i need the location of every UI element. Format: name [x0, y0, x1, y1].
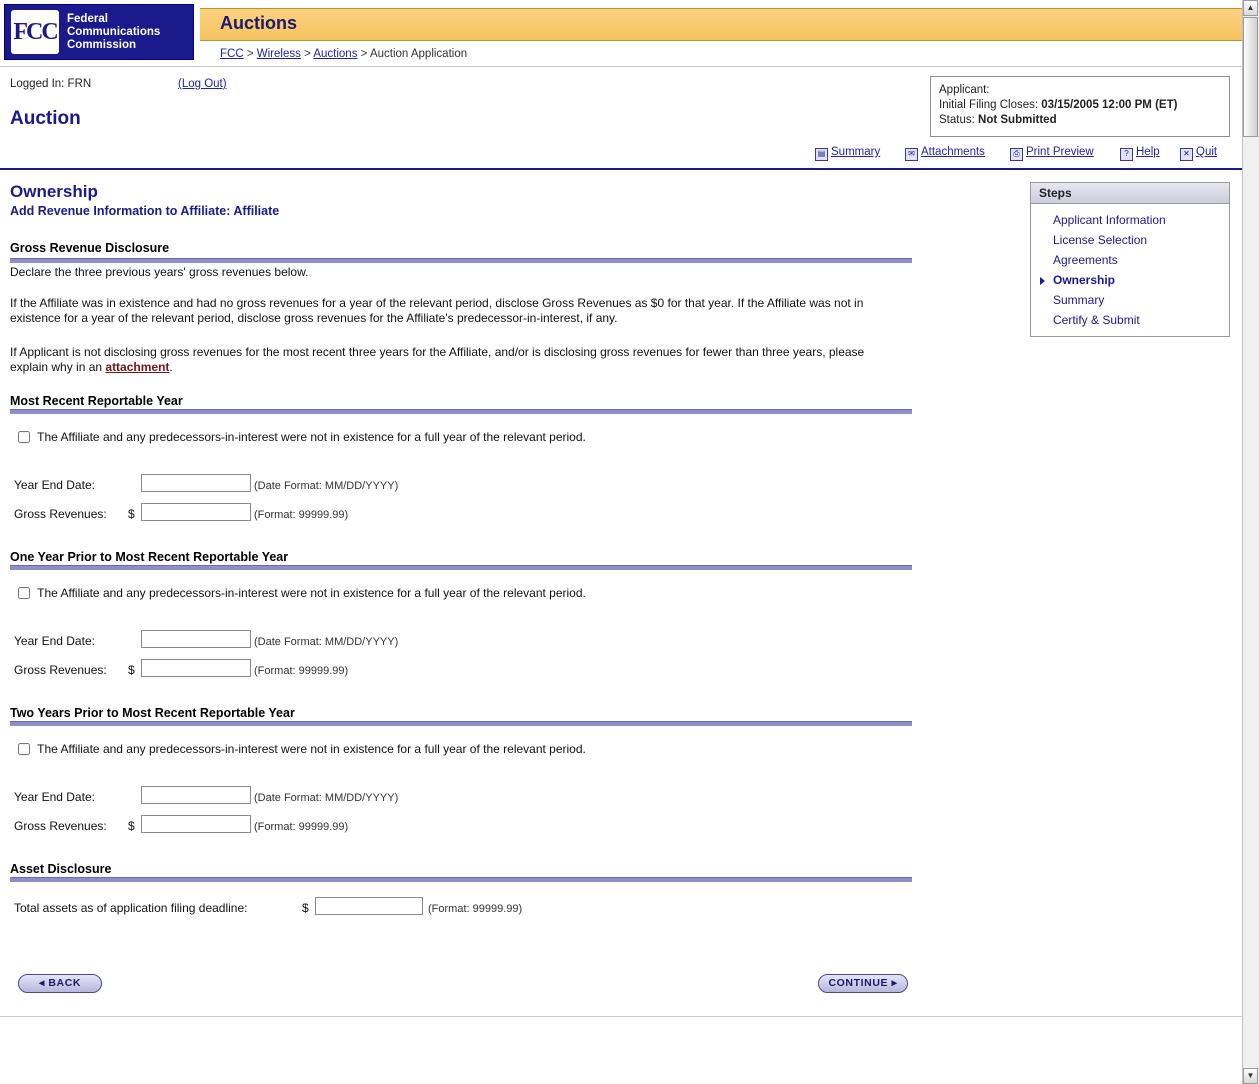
block-2-heading: One Year Prior to Most Recent Reportable Year	[10, 550, 289, 564]
block-1-gross-rev-label: Gross Revenues:	[14, 507, 107, 521]
step-item-summary[interactable]: Summary	[1053, 293, 1105, 307]
page-header	[0, 0, 1243, 51]
fcc-logo	[4, 4, 194, 60]
utility-links	[0, 146, 1243, 166]
asset-disclosure-heading: Asset Disclosure	[10, 862, 112, 876]
initial-filing-label: Initial Filing Closes:	[939, 99, 1039, 111]
utility-divider	[0, 168, 1243, 170]
breadcrumb-link-wireless[interactable]: Wireless	[256, 48, 301, 60]
breadcrumb	[220, 48, 467, 60]
block-2-year-end-label: Year End Date:	[14, 634, 95, 648]
steps-panel	[1030, 182, 1230, 337]
agency-name-line2: Communications	[67, 25, 161, 38]
block-3-date-hint: (Date Format: MM/DD/YYYY)	[254, 792, 399, 804]
agency-name-line3: Commission	[67, 38, 137, 51]
block-2-not-in-existence-checkbox[interactable]	[18, 587, 30, 599]
utility-link-attachments[interactable]	[905, 146, 985, 161]
utility-link-print-preview-label[interactable]: Print Preview	[1026, 146, 1094, 158]
breadcrumb-link-fcc[interactable]: FCC	[220, 48, 244, 60]
breadcrumb-current: Auction Application	[369, 48, 468, 60]
block-3-gross-rev-input[interactable]	[141, 815, 251, 833]
block-2-year-end-input[interactable]	[141, 630, 251, 648]
block-3-heading: Two Years Prior to Most Recent Reportable Year	[10, 706, 295, 720]
quit-icon: ✕	[1180, 148, 1193, 161]
logged-in-label: Logged In: FRN	[10, 78, 92, 90]
fcc-seal-icon: FCC	[11, 10, 59, 54]
block-2-dollar-sign: $	[128, 663, 135, 677]
agency-name-line1: Federal	[67, 12, 108, 25]
scroll-up-icon[interactable]: ▲	[1243, 0, 1258, 16]
help-icon: ?	[1120, 148, 1133, 161]
gross-revenue-rule	[10, 258, 912, 263]
step-item-license-selection[interactable]: License Selection	[1053, 233, 1148, 247]
gross-revenue-heading: Gross Revenue Disclosure	[10, 241, 170, 255]
utility-link-quit-label[interactable]: Quit	[1196, 146, 1218, 158]
paragraph-declare: Declare the three previous years' gross revenues below.	[10, 265, 309, 279]
status-label: Status:	[939, 114, 975, 126]
utility-link-attachments-label[interactable]: Attachments	[921, 146, 985, 158]
block-1-rule	[10, 409, 912, 414]
block-3-rule	[10, 721, 912, 726]
utility-link-summary[interactable]	[815, 146, 880, 161]
footer-divider	[0, 1016, 1243, 1017]
logout-link[interactable]: (Log Out)	[178, 78, 227, 90]
attachment-link[interactable]: attachment	[105, 360, 170, 374]
utility-link-print-preview[interactable]	[1010, 146, 1094, 161]
steps-list	[1031, 204, 1229, 336]
paragraph-attachment	[10, 345, 900, 375]
agency-name	[67, 13, 160, 52]
block-3-not-in-existence-label: The Affiliate and any predecessors-in-interest were not in existence for a full year of the relevant period.	[37, 742, 586, 756]
content-title: Ownership	[10, 182, 98, 201]
initial-filing-value: 03/15/2005 12:00 PM (ET)	[1041, 99, 1178, 111]
block-1-dollar-sign: $	[128, 507, 135, 521]
block-1-gross-rev-input[interactable]	[141, 503, 251, 521]
block-1-year-end-label: Year End Date:	[14, 478, 95, 492]
block-1-not-in-existence-checkbox[interactable]	[18, 431, 30, 443]
breadcrumb-sep-2: >	[304, 48, 311, 60]
continue-button[interactable]: CONTINUE ▸	[818, 974, 908, 993]
asset-disclosure-rule	[10, 877, 912, 882]
paragraph-attachment-before: If Applicant is not disclosing gross revenues for the most recent three years for the Affiliate, and/or is disclosing gross revenues for fewer than three years, please explain why in an	[10, 345, 865, 374]
scrollbar-thumb[interactable]	[1243, 17, 1258, 137]
auctions-banner	[200, 8, 1243, 41]
block-2-money-hint: (Format: 99999.99)	[254, 665, 349, 677]
breadcrumb-sep-1: >	[246, 48, 254, 60]
status-badge: Not Submitted	[978, 114, 1057, 126]
paragraph-attachment-after: .	[169, 360, 173, 374]
breadcrumb-sep-3: >	[360, 48, 368, 60]
back-button[interactable]: ◂ BACK	[18, 974, 102, 993]
logout-link-wrap	[178, 78, 227, 90]
print-icon: ⎙	[1010, 148, 1023, 161]
page-title: Auction	[10, 108, 81, 129]
step-item-ownership[interactable]: Ownership	[1031, 270, 1229, 290]
utility-link-help[interactable]	[1120, 146, 1160, 161]
asset-total-input[interactable]	[315, 897, 423, 915]
step-item-certify-submit[interactable]: Certify & Submit	[1053, 313, 1140, 327]
asset-money-hint: (Format: 99999.99)	[428, 903, 523, 915]
block-1-money-hint: (Format: 99999.99)	[254, 509, 349, 521]
block-3-not-in-existence-row[interactable]	[18, 742, 586, 756]
block-3-year-end-input[interactable]	[141, 786, 251, 804]
block-3-year-end-label: Year End Date:	[14, 790, 95, 804]
block-1-not-in-existence-label: The Affiliate and any predecessors-in-interest were not in existence for a full year of the relevant period.	[37, 430, 586, 444]
vertical-scrollbar[interactable]	[1242, 0, 1259, 1084]
block-1-heading: Most Recent Reportable Year	[10, 394, 183, 408]
block-2-gross-rev-label: Gross Revenues:	[14, 663, 107, 677]
breadcrumb-link-auctions[interactable]: Auctions	[313, 48, 358, 60]
step-item-agreements[interactable]: Agreements	[1053, 253, 1118, 267]
utility-link-quit[interactable]	[1180, 146, 1217, 161]
applicant-label: Applicant:	[939, 84, 990, 96]
block-3-not-in-existence-checkbox[interactable]	[18, 743, 30, 755]
banner-title: Auctions	[220, 13, 298, 33]
initial-filing-row	[939, 98, 1221, 113]
utility-link-summary-label[interactable]: Summary	[831, 146, 881, 158]
block-3-gross-rev-label: Gross Revenues:	[14, 819, 107, 833]
content-subtitle: Add Revenue Information to Affiliate: Affiliate	[10, 204, 280, 218]
block-2-rule	[10, 565, 912, 570]
utility-link-help-label[interactable]: Help	[1136, 146, 1160, 158]
steps-header: Steps	[1031, 183, 1229, 204]
asset-dollar-sign: $	[302, 901, 309, 915]
status-row	[939, 113, 1221, 128]
block-3-dollar-sign: $	[128, 819, 135, 833]
block-2-gross-rev-input[interactable]	[141, 659, 251, 677]
block-2-not-in-existence-label: The Affiliate and any predecessors-in-interest were not in existence for a full year of the relevant period.	[37, 586, 586, 600]
block-1-date-hint: (Date Format: MM/DD/YYYY)	[254, 480, 399, 492]
summary-icon: ▤	[815, 148, 828, 161]
step-item-applicant-information[interactable]: Applicant Information	[1053, 213, 1166, 227]
block-1-year-end-input[interactable]	[141, 474, 251, 492]
asset-total-label: Total assets as of application filing deadline:	[14, 901, 248, 915]
attachments-icon: ✉	[905, 148, 918, 161]
block-1-not-in-existence-row[interactable]	[18, 430, 586, 444]
header-divider	[0, 66, 1243, 67]
paragraph-existence: If the Affiliate was in existence and had no gross revenues for a year of the relevant period, disclose Gross Revenues as $0 for that year. If the Affiliate was not in existence for a year of the relevant period, disclose gross revenues for the Affiliate's predecessor-in-interest, if any.	[10, 296, 864, 325]
block-2-not-in-existence-row[interactable]	[18, 586, 586, 600]
applicant-status-box	[930, 76, 1230, 137]
scroll-down-icon[interactable]: ▼	[1243, 1068, 1258, 1084]
block-2-date-hint: (Date Format: MM/DD/YYYY)	[254, 636, 399, 648]
block-3-money-hint: (Format: 99999.99)	[254, 821, 349, 833]
